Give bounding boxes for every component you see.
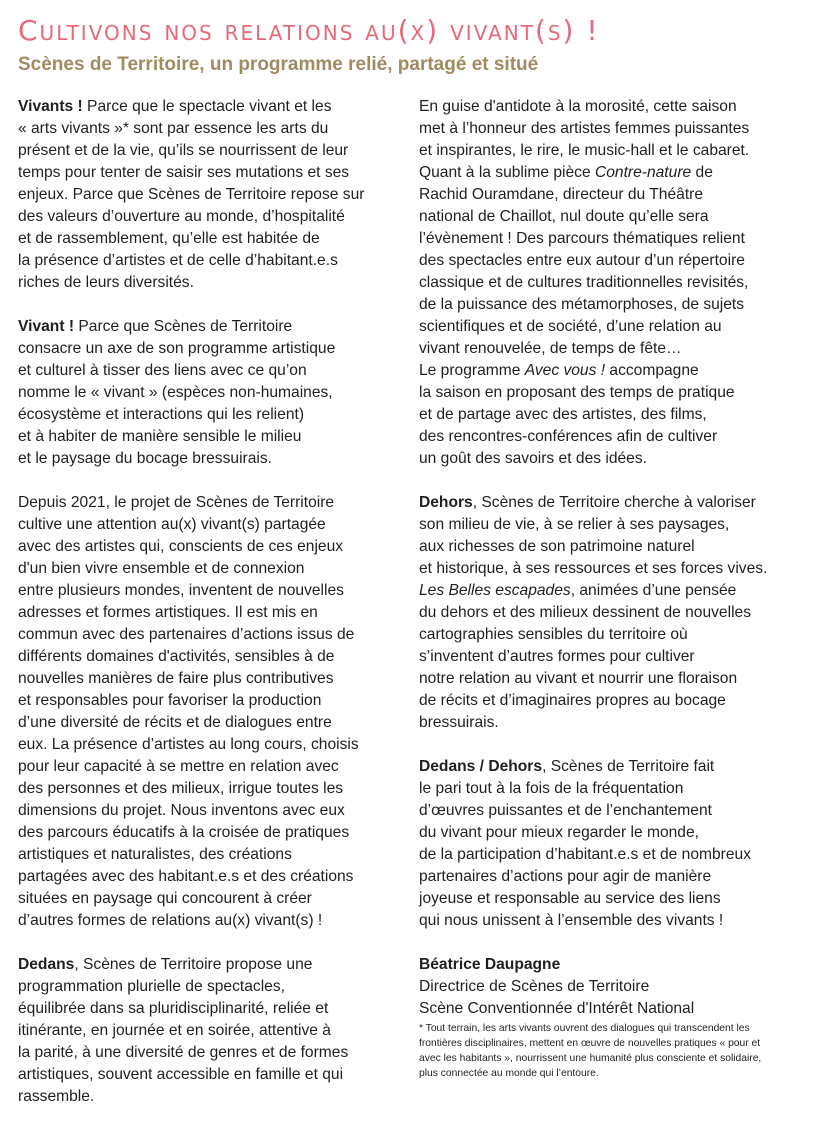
paragraph-dedans-dehors: Dedans / Dehors, Scènes de Territoire fait le pari tout à la fois de la fréquentation d’œuvres puissantes et de l’enchantement du vivant pour mieux regarder le monde, de la participation d’habitant.e.s et de nombreux partenaires d’actions pour agir de manière joyeuse et responsable au service des liens qui nous unissent à l’ensemble des vivants ! — [419, 758, 752, 929]
signature-name: Béatrice Daupagne — [419, 956, 561, 973]
lead-dedans: Dedans — [18, 956, 75, 973]
paragraph-vivant: Vivant ! Parce que Scènes de Territoire consacre un axe de son programme artistique et culturel à tisser des liens avec ce qu’on nomme le « vivant » (espèces non-humaines, écosystème et interactions qui les relient) et à habiter de manière sensible le milieu et le paysage du bocage bressuirais. — [18, 318, 336, 467]
program-title-avec-vous: Avec vous ! — [524, 362, 606, 379]
paragraph-saison: En guise d'antidote à la morosité, cette saison met à l’honneur des artistes femmes puissantes et inspirantes, le rire, le music-hall et le cabaret. Quant à la sublime pièce Contre-nature de Rachid Ouramdane, directeur du Théâtre national de Chaillot, nul doute qu’elle sera l’évènement ! Des parcours thématiques relient des spectacles entre eux autour d’un répertoire classique et de cultures traditionnelles revisités, de la puissance des métamorphoses, de sujets scientifiques et de société, d’une relation au vivant renouvelée, de temps de fête… Le programme Avec vous ! accompagne la saison en proposant des temps de pratique et de partage avec des artistes, des films, des rencontres-conférences afin de cultiver un goût des savoirs et des idées. — [419, 98, 750, 467]
signature-role: Directrice de Scènes de Territoire — [419, 978, 650, 995]
paragraph-dehors: Dehors, Scènes de Territoire cherche à valoriser son milieu de vie, à se relier à ses paysages, aux richesses de son patrimoine naturel et historique, à ses ressources et ses forces vives. Les Belles escapades, animées d’une pensée du dehors et des milieux dessinent de nouvelles cartographies sensibles du territoire où s’inventent d’autres formes pour cultiver notre relation au vivant et nourrir une floraison de récits et d’imaginaires propres au bocage bressuirais. — [419, 494, 768, 731]
lead-dehors: Dehors — [419, 494, 473, 511]
signature-organization: Scène Conventionnée d'Intérêt National — [419, 1000, 695, 1017]
left-column — [18, 96, 403, 1130]
lead-vivants: Vivants ! — [18, 98, 83, 115]
lead-vivant: Vivant ! — [18, 318, 75, 335]
right-column — [419, 96, 814, 1020]
signature — [419, 954, 814, 1020]
footnote: * Tout terrain, les arts vivants ouvrent des dialogues qui transcendent les frontières disciplinaires, mettent en œuvre de nouvelles pratiques « pour et avec les habitants », nourrissent une humanité plus consciente et solidaire, plus connectée au monde qui l’entoure. — [419, 1023, 762, 1079]
paragraph-dedans: Dedans, Scènes de Territoire propose une programmation plurielle de spectacles, équilibrée dans sa pluridisciplinarité, reliée et itinérante, en journée et en soirée, attentive à la parité, à une diversité de genres et de formes artistiques, souvent accessible en famille et qui rassemble. — [18, 956, 349, 1105]
paragraph-depuis-2021: Depuis 2021, le projet de Scènes de Territoire cultive une attention au(x) vivant(s) partagée avec des artistes qui, conscients de ces enjeux d'un bien vivre ensemble et de connexion entre plusieurs mondes, inventent de nouvelles adresses et formes artistiques. Il est mis en commun avec des partenaires d’actions issus de différents domaines d'activités, sensibles à de nouvelles manières de faire plus contributives et responsables pour favoriser la production d’une diversité de récits et de dialogues entre eux. La présence d’artistes au long cours, choisis pour leur capacité à se mettre en relation avec des personnes et des milieux, irrigue toutes les dimensions du projet. Nous inventons avec eux des parcours éducatifs à la croisée de pratiques artistiques et naturalistes, des créations partagées avec des habitant.e.s et des créations situées en paysage qui concourent à créer d’autres formes de relations au(x) vivant(s) ! — [18, 494, 359, 929]
page-subtitle: Scènes de Territoire, un programme relié, partagé et situé — [18, 54, 539, 75]
work-title-contre-nature: Contre-nature — [594, 164, 692, 181]
page-title: Cultivons nos relations au(x) vivant(s) ! — [18, 14, 600, 47]
lead-dedans-dehors: Dedans / Dehors — [419, 758, 543, 775]
program-title-belles-escapades: Les Belles escapades — [419, 582, 571, 599]
paragraph-vivants: Vivants ! Parce que le spectacle vivant et les « arts vivants »* sont par essence les arts du présent et de la vie, qu’ils se nourrissent de leur temps pour tenter de saisir ses mutations et ses enjeux. Parce que Scènes de Territoire repose sur des valeurs d’ouverture au monde, d’hospitalité et de rassemblement, qu’elle est habitée de la présence d’artistes et de celle d’habitant.e.s riches de leurs diversités. — [18, 98, 365, 291]
